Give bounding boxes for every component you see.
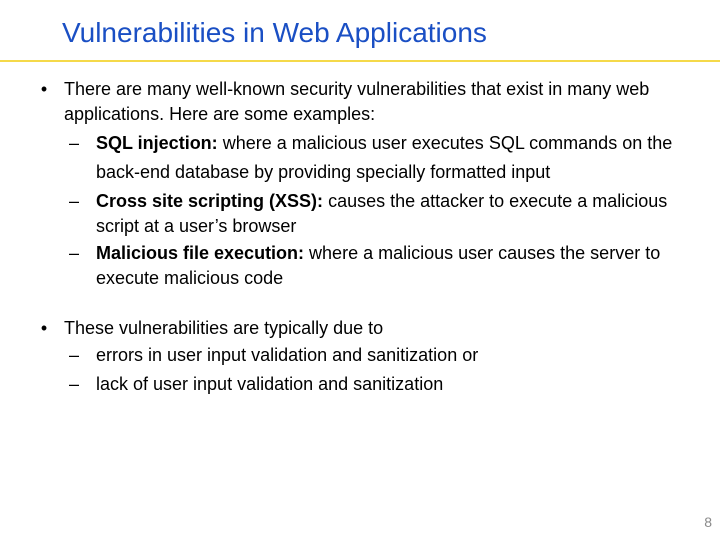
sub-item-text: errors in user input validation and sanitization or: [96, 345, 479, 365]
slide-body: [0, 77, 720, 291]
dash-marker: –: [68, 191, 79, 211]
sub-item-lack-of-validation: [0, 370, 686, 399]
bullet-marker: •: [40, 79, 48, 99]
sub-item-malicious-file-execution: [0, 241, 686, 291]
bullet-text: These vulnerabilities are typically due to: [64, 318, 384, 338]
bullet-item-1: [0, 77, 684, 127]
title-underline-rule: [0, 60, 720, 62]
bullet-group-2: [0, 316, 720, 399]
sub-item-xss: [0, 189, 686, 239]
sub-item-errors: [0, 341, 686, 370]
term-xss: Cross site scripting (XSS):: [96, 191, 324, 211]
dash-marker: –: [68, 374, 79, 394]
dash-marker: –: [68, 133, 79, 153]
term-sql-injection: SQL injection:: [96, 133, 218, 153]
dash-marker: –: [68, 243, 79, 263]
term-malicious-file-execution: Malicious file execution:: [96, 243, 305, 263]
sub-list-1: [0, 129, 720, 291]
sub-item-text: lack of user input validation and sanitization: [96, 374, 444, 394]
dash-marker: –: [68, 345, 79, 365]
slide-title: Vulnerabilities in Web Applications: [62, 17, 487, 48]
sub-item-sql-injection: [0, 129, 686, 187]
sub-list-2: [0, 341, 720, 399]
bullet-text: There are many well-known security vulnerabilities that exist in many web applications. Here are some examples:: [64, 79, 650, 124]
page-number: 8: [704, 514, 712, 530]
bullet-marker: •: [40, 318, 48, 338]
bullet-item-2: [0, 316, 684, 341]
sub-item-text: causes the attacker to execute a malicious script at a user’s browser: [96, 191, 668, 236]
sub-item-text: where a malicious user executes SQL commands on the back-end database by providing specially formatted input: [96, 133, 673, 182]
sub-item-text: where a malicious user causes the server to execute malicious code: [96, 243, 661, 288]
